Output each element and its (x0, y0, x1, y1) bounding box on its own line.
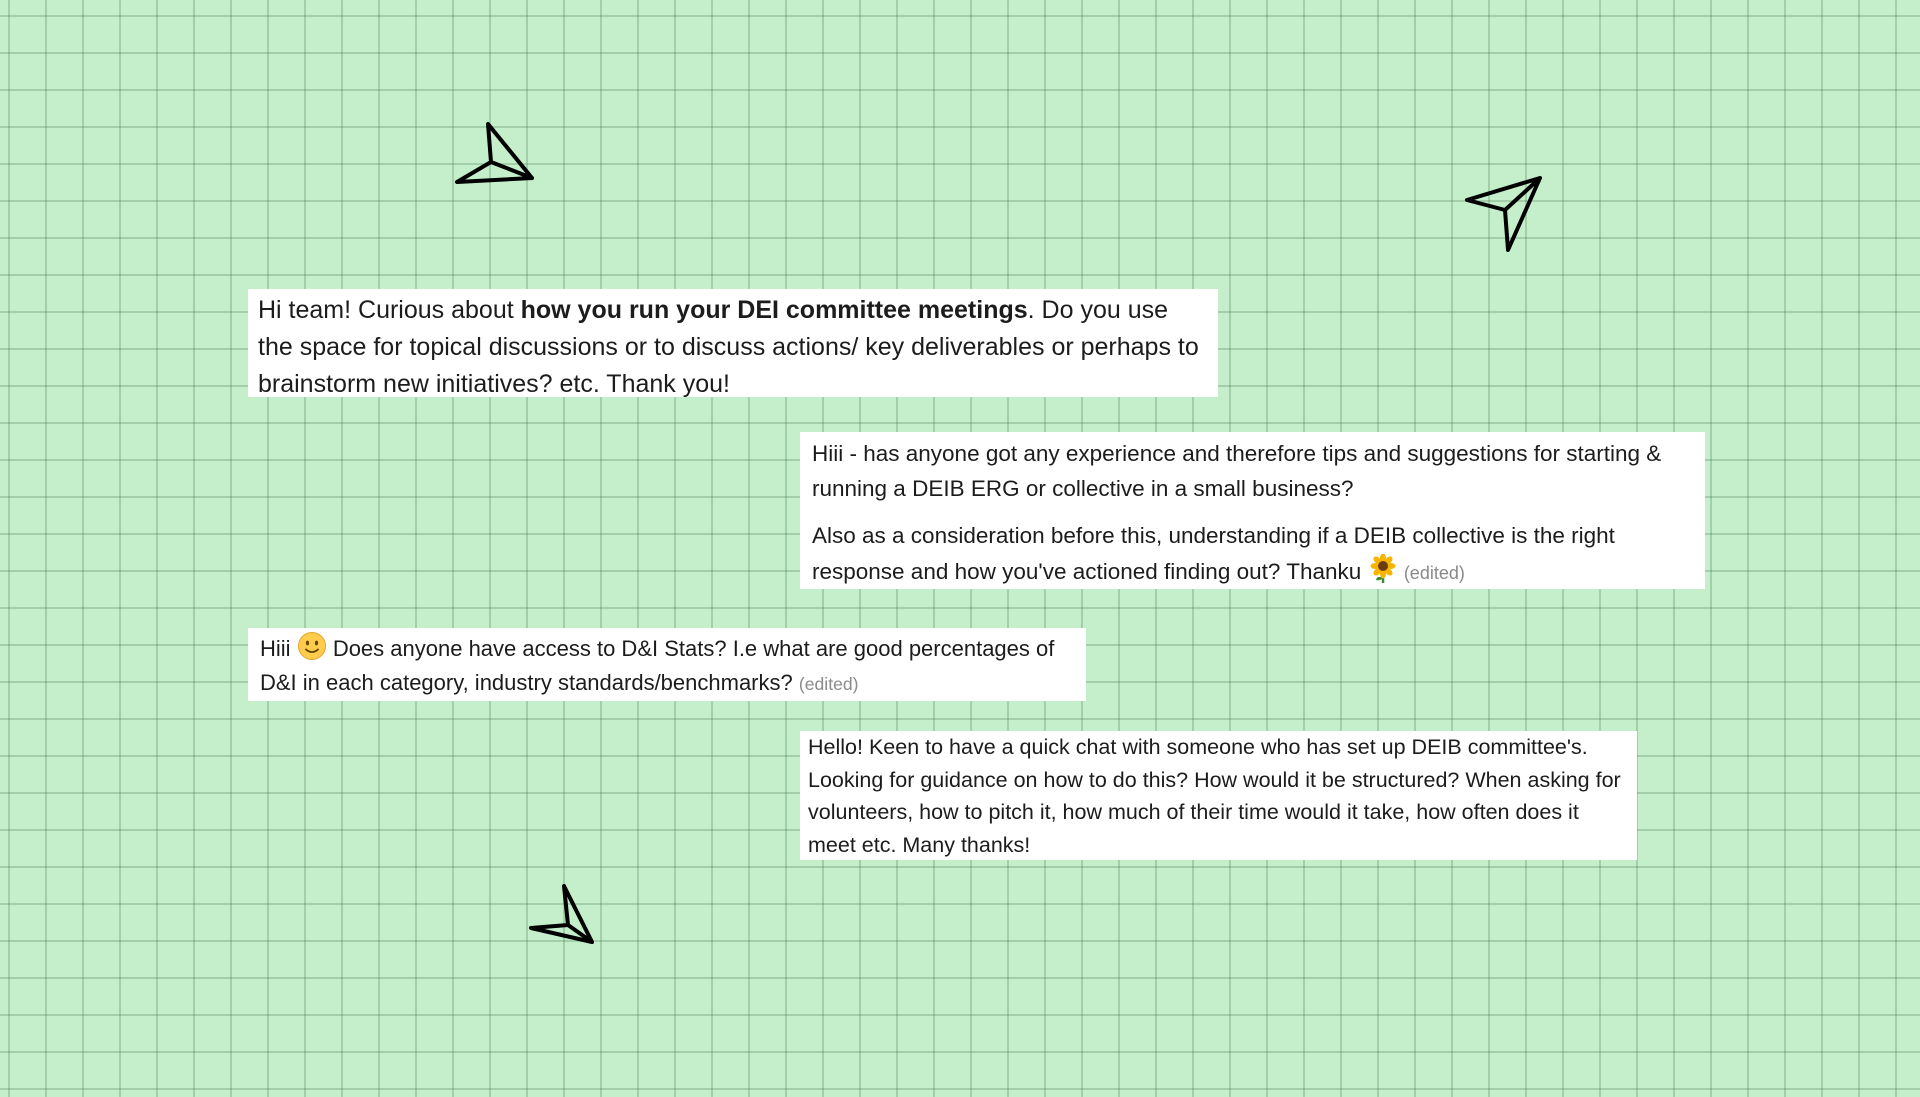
message-body: Does anyone have access to D&I Stats? I.e what are good percentages of D&I in each category, industry standards/benchmarks? (260, 636, 1055, 695)
paper-plane-arrow-icon (443, 112, 543, 192)
edited-label: (edited) (798, 673, 859, 694)
slightly-smiling-face-emoji (297, 631, 327, 661)
message-paragraph-2-text: Also as a consideration before this, understanding if a DEIB collective is the right response and how you've actioned finding out? Thanku (812, 523, 1615, 584)
sunflower-emoji (1368, 554, 1398, 584)
message-text (258, 292, 1208, 403)
message-greeting: Hiii (260, 636, 291, 661)
paper-plane-arrow-icon (520, 874, 600, 948)
message-text-intro: Hi team! Curious about (258, 296, 521, 324)
message-paragraph-1: Hiii - has anyone got any experience and therefore tips and suggestions for starting & running a DEIB ERG or collective in a small business? (812, 441, 1662, 501)
paper-plane-arrow-icon (1455, 170, 1555, 260)
message-card-deib-committee (800, 731, 1637, 860)
edited-label: (edited) (1403, 562, 1465, 583)
message-paragraph-2 (812, 519, 1693, 590)
message-card-dei-meetings (248, 289, 1218, 397)
message-text-bold: how you run your DEI committee meetings (520, 296, 1028, 324)
message-card-di-stats (248, 628, 1086, 701)
message-card-deib-erg (800, 432, 1705, 589)
message-text (260, 631, 1074, 701)
message-text-rest: . Do you use the space for topical discussions or to discuss actions/ key deliverables or perhaps to brainstorm new initiatives? etc. Thank you! (258, 296, 1199, 398)
message-text: Hello! Keen to have a quick chat with someone who has set up DEIB committee's. Looking for guidance on how to do this? How would it be structured? When asking for volunteers, how to pitch it, how much of their time would it take, how often does it meet etc. Many thanks! (808, 735, 1621, 857)
